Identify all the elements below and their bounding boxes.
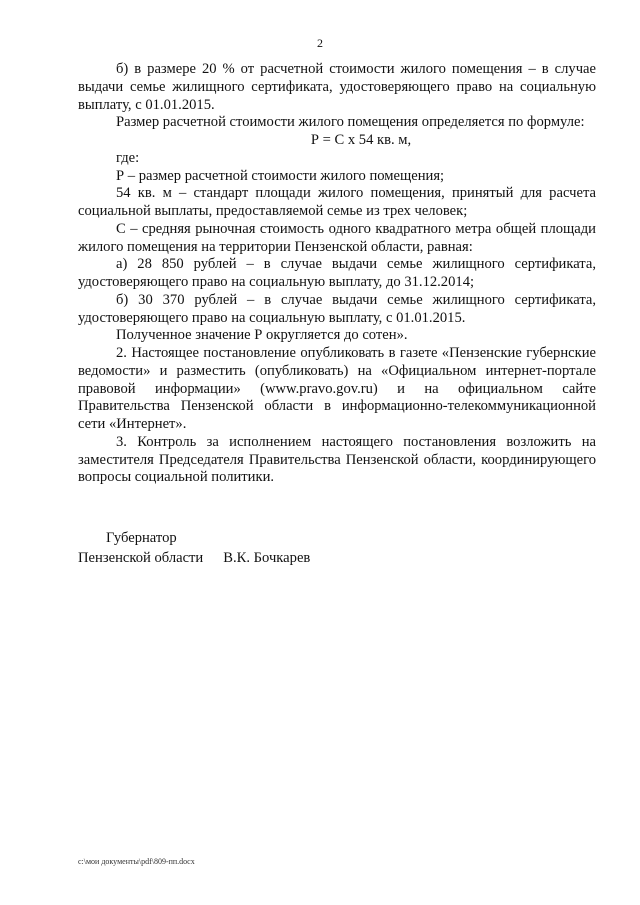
signature-line — [78, 548, 478, 568]
document-body — [78, 61, 596, 487]
formula: Р = С х 54 кв. м, — [310, 132, 412, 148]
paragraph-formula-intro: Размер расчетной стоимости жилого помещения определяется по формуле: — [116, 114, 585, 131]
paragraph-rounding: Полученное значение Р округляется до сотен». — [116, 327, 408, 344]
paragraph-control: 3. Контроль за исполнением настоящего постановления возложить на заместителя Председателя Правительства Пензенской области, координирующего вопросы социальной политики. — [78, 433, 596, 486]
paragraph-price-b: б) 30 370 рублей – в случае выдачи семье жилищного сертификата, удостоверяющего право на социальную выплату, с 01.01.2015. — [78, 291, 596, 326]
paragraph-c-definition: С – средняя рыночная стоимость одного квадратного метра общей площади жилого помещения на территории Пензенской области, равная: — [78, 220, 596, 255]
page-number: 2 — [317, 36, 323, 50]
footer-file-path: c:\мои документы\pdf\809-пп.docx — [78, 857, 195, 866]
paragraph-where: где: — [116, 149, 140, 166]
paragraph-publication: 2. Настоящее постановление опубликовать в газете «Пензенские губернские ведомости» и разместить (опубликовать) на «Официальном интернет-портале правовой информации» (www.pravo.gov.ru) и на официальном сайте Правительства Пензенской области в информационно-телекоммуникационной сети «Интернет». — [78, 345, 596, 432]
signature-block — [78, 528, 478, 568]
paragraph-area-standard: 54 кв. м – стандарт площади жилого помещения, принятый для расчета социальной выплаты, предоставляемой семье из трех человек; — [78, 185, 596, 219]
signature-name: В.К. Бочкарев — [223, 550, 311, 566]
signature-title: Губернатор — [106, 530, 177, 546]
paragraph-p-definition: Р – размер расчетной стоимости жилого помещения; — [116, 167, 445, 184]
signature-region: Пензенской области — [78, 550, 204, 566]
paragraph-price-a: а) 28 850 рублей – в случае выдачи семье жилищного сертификата, удостоверяющего право на социальную выплату, до 31.12.2014; — [78, 256, 596, 290]
paragraph-item-b-20-percent: б) в размере 20 % от расчетной стоимости жилого помещения – в случае выдачи семье жилищного сертификата, удостоверяющего право на социальную выплату, с 01.01.2015. — [78, 61, 596, 113]
